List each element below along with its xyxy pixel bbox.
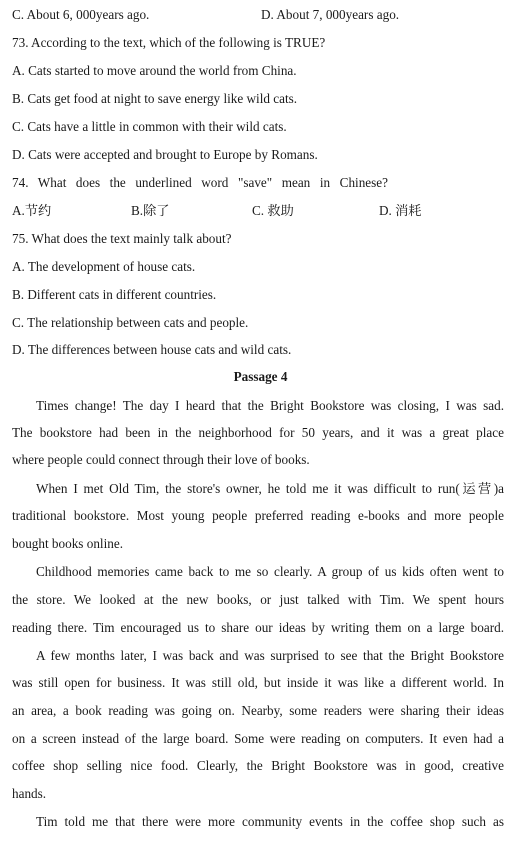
q73-option-c: C. Cats have a little in common with their wild cats. (12, 119, 287, 134)
q74-option-d: D. 消耗 (379, 203, 422, 218)
passage-line: was still open for business. It was still old, but inside it was like a different world. In (12, 675, 504, 690)
passage-line: A few months later, I was back and was surprised to see that the Bright Bookstore (36, 648, 504, 663)
passage-title: Passage 4 (233, 369, 288, 384)
passage-line: where people could connect through their love of books. (12, 452, 310, 467)
passage-line: The bookstore had been in the neighborhood for 50 years, and it was a great place (12, 425, 504, 440)
passage-line: traditional bookstore. Most young people preferred reading e-books and more people (12, 508, 504, 523)
passage-line: Tim told me that there were more community events in the coffee shop such as (36, 814, 504, 829)
q73-question: 73. According to the text, which of the following is TRUE? (12, 35, 326, 50)
q74-question: 74. What does the underlined word "save" mean in Chinese? (12, 175, 388, 190)
q72-option-d: D. About 7, 000years ago. (261, 7, 400, 22)
q73-option-a: A. Cats started to move around the world from China. (12, 63, 297, 78)
passage-line: Childhood memories came back to me so clearly. A group of us kids often went to (36, 564, 504, 579)
q73-option-d: D. Cats were accepted and brought to Europe by Romans. (12, 147, 318, 162)
q75-option-c: C. The relationship between cats and people. (12, 315, 249, 330)
q75-question: 75. What does the text mainly talk about? (12, 231, 232, 246)
q75-option-a: A. The development of house cats. (12, 259, 196, 274)
passage-line: the store. We looked at the new books, or just talked with Tim. We spent hours (12, 592, 504, 607)
q72-option-c: C. About 6, 000years ago. (12, 7, 150, 22)
passage-line: coffee shop selling nice food. Clearly, the Bright Bookstore was in good, creative (12, 758, 504, 773)
passage-line: reading there. Tim encouraged us to share our ideas by writing them on a large board. (12, 620, 504, 635)
passage-line: bought books online. (12, 536, 123, 551)
q73-option-b: B. Cats get food at night to save energy like wild cats. (12, 91, 298, 106)
passage-line: hands. (12, 786, 47, 801)
q75-option-d: D. The differences between house cats and wild cats. (12, 342, 292, 357)
passage-line: an area, a book reading was going on. Nearby, some readers were sharing their ideas (12, 703, 504, 718)
q75-option-b: B. Different cats in different countries. (12, 287, 217, 302)
q74-option-b: B.除了 (131, 203, 170, 218)
q74-option-c: C. 救助 (252, 203, 294, 218)
passage-line: on a screen instead of the large board. Some were reading on computers. It even had a (12, 731, 504, 746)
passage-line: When I met Old Tim, the store's owner, he told me it was difficult to run(运营)a (36, 481, 504, 496)
passage-line: Times change! The day I heard that the Bright Bookstore was closing, I was sad. (36, 398, 504, 413)
q74-option-a: A.节约 (12, 203, 52, 218)
